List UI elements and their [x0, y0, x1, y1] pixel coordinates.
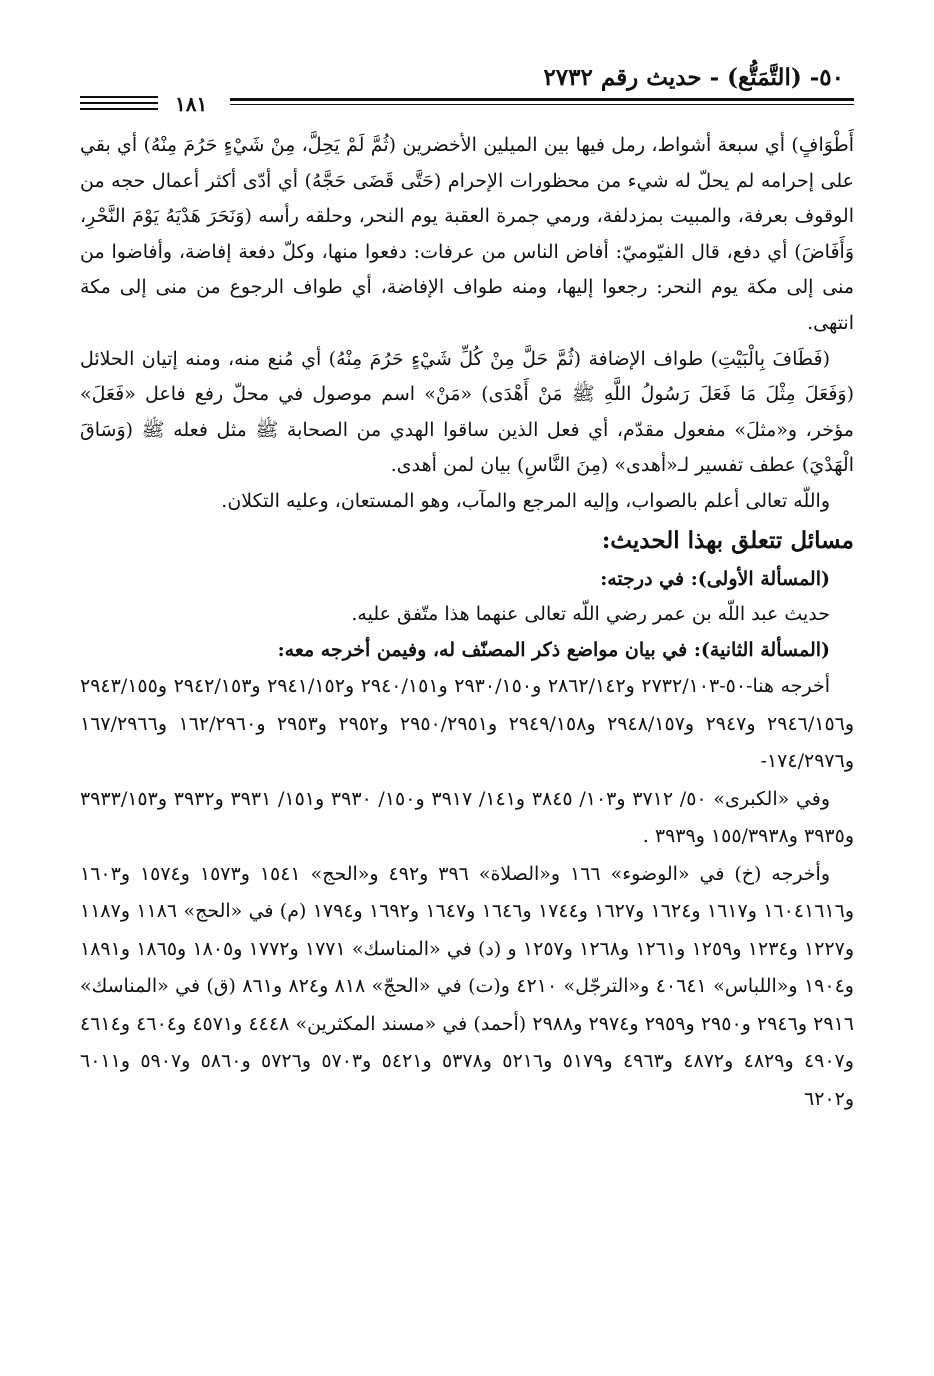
issue-label: (المسألة الثانية): في بيان مواضع ذكر المصنّف له، وفيمن أخرجه معه:: [277, 638, 830, 661]
references-paragraph: وفي «الكبرى» ٥٠/ ٣٧١٢ و١٠٣/ ٣٨٤٥ و١٤١/ ٣٩١٧ و١٥٠/ ٣٩٣٠ و١٥١/ ٣٩٣١ و٣٩٣٢ و٣٩٣٣/١٥٣ و٣٩٣٥ و١٥٥/٣٩٣٨ و٣٩٣٩ .: [80, 787, 854, 848]
issue-label: (المسألة الأولى): في درجته:: [600, 567, 830, 590]
page-body: [80, 128, 854, 1118]
header-rule-thin: [230, 104, 854, 105]
page-header: [80, 62, 854, 122]
references-paragraph: أخرجه هنا-٥٠-٢٧٣٢/١٠٣ و٢٨٦٢/١٤٢ و٢٩٣٠/١٥٠ و٢٩٤٠/١٥١ و٢٩٤١/١٥٢ و٢٩٤٢/١٥٣ و٢٩٤٣/١٥٥ و٢٩٤٦/١٥٦ و٢٩٤٧ و٢٩٤٨/١٥٧ و٢٩٤٩/١٥٨ و٢٩٥٠/٢٩٥١ و٢٩٥٢ و٢٩٥٣ و١٦٢/٢٩٦٠ و١٦٧/٢٩٦٦ و١٧٤/٢٩٧٦-: [80, 675, 855, 773]
issue-text: حديث عبد اللّه بن عمر رضي اللّه تعالى عنهما هذا متّفق عليه.: [351, 603, 830, 626]
page-number-rule-1: [80, 96, 158, 98]
page-number-rule-2: [80, 102, 158, 104]
paragraph: واللّه تعالى أعلم بالصواب، وإليه المرجع والمآب، وهو المستعان، وعليه التكلان.: [221, 489, 830, 512]
page-number: ١٨١: [175, 92, 208, 116]
paragraph: (فَطَافَ بِالْبَيْتِ) طواف الإضافة (ثُمَّ حَلَّ مِنْ كُلِّ شَيْءٍ حَرُمَ مِنْهُ) أي مُنع منه، ومنه إتيان الحلائل (وَفَعَلَ مِثْلَ مَا فَعَلَ رَسُولُ اللَّهِ ﷺ مَنْ أَهْدَى) «مَنْ» اسم موصول في محلّ رفع فاعل «فَعَلَ» مؤخر، و«مثلَ» مفعول مقدّم، أي فعل الذين ساقوا الهدي من الصحابة ﷺ مثل فعله ﷺ (وَسَاقَ الْهَدْيَ) عطف تفسير لـ«أهدى» (مِنَ النَّاسِ) بيان لمن أهدى.: [80, 347, 854, 477]
section-heading: مسائل تتعلق بهذا الحديث:: [601, 526, 854, 554]
running-title: ٥٠- (التَّمَتُّع) - حديث رقم ٢٧٣٢: [543, 64, 844, 91]
header-rule: [230, 98, 854, 101]
page-number-rule-3: [80, 108, 158, 110]
paragraph: أَطْوَافٍ) أي سبعة أشواط، رمل فيها بين الميلين الأخضرين (ثُمَّ لَمْ يَحِلَّ، مِنْ شَيْءٍ حَرُمَ مِنْهُ) أي بقي على إحرامه لم يحلّ له شيء من محظورات الإحرام (حَتَّى قَضَى حَجَّهُ) أي أدّى أكثر أعمال حجه من الوقوف بعرفة، والمبيت بمزدلفة، ورمي جمرة العقبة يوم النحر، وحلقه رأسه (وَنَحَرَ هَدْيَهُ يَوْمَ النَّحْرِ، وَأَفَاضَ) أي دفع، قال الفيّوميّ: أفاض الناس من عرفات: دفعوا منها، وكلّ دفعة إفاضة، وأفاضوا من منى إلى مكة يوم النحر: رجعوا إليها، ومنه طواف الإفاضة، أي طواف الرجوع من منى إلى مكة انتهى.: [80, 134, 854, 334]
references-paragraph: وأخرجه (خ) في «الوضوء» ١٦٦ و«الصلاة» ٣٩٦ و٤٩٢ و«الحج» ١٥٤١ و١٥٧٣ و١٥٧٤ و١٦٠٣ و١٦٠٤١٦١٦ و١٦١٧ و١٦٢٤ و١٦٢٧ و١٧٤٤ و١٦٤٦ و١٦٤٧ و١٦٩٢ و١٧٩٤ (م) في «الحج» ١١٨٦ و١١٨٧ و١٢٢٧ و١٢٣٤ و١٢٥٩ و١٢٦١ و١٢٦٨ و١٢٥٧ و (د) في «المناسك» ١٧٧١ و١٧٧٢ و١٨٠٥ و١٨٦٥ و١٨٩١ و١٩٠٤ و«اللباس» ٤٠٦٤١ و«الترجّل» ٤٢١٠ و(ت) في «الحجّ» ٨١٨ و٨٢٤ و٨٦١ (ق) في «المناسك» ٢٩١٦ و٢٩٤٦ و٢٩٥٠ و٢٩٥٩ و٢٩٧٤ و٢٩٨٨ (أحمد) في «مسند المكثرين» ٤٤٤٨ و٤٥٧١ و٤٦٠٤ و٤٦١٤ و٤٩٠٧ و٤٨٢٩ و٤٨٧٢ و٤٩٦٣ و٥١٧٩ و٥٢١٦ و٥٣٧٨ و٥٤٢١ و٥٧٠٣ و٥٧٢٦ و٥٨٦٠ و٥٩٠٧ و٦٠١١ و٦٢٠٢: [80, 862, 855, 1110]
